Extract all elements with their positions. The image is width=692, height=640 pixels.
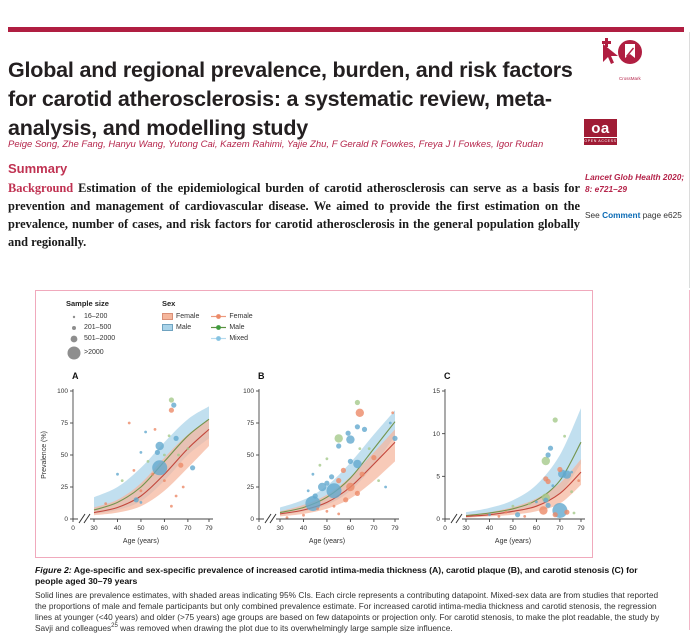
svg-text:100: 100: [243, 388, 254, 396]
data-point: [391, 411, 394, 414]
data-point: [343, 497, 348, 502]
data-point: [542, 457, 550, 465]
data-point: [155, 450, 160, 455]
legend-label: Female: [229, 313, 253, 320]
data-point: [182, 486, 185, 489]
svg-text:10: 10: [432, 430, 440, 438]
legend-label: >2000: [84, 349, 104, 356]
data-point: [190, 465, 195, 470]
data-point: [171, 403, 176, 408]
chart-panel-C: [409, 383, 593, 555]
data-point: [133, 469, 136, 472]
legend-item: [162, 311, 199, 322]
data-point: [168, 434, 171, 437]
data-point: [169, 408, 174, 413]
oa-logo-text: oa: [591, 120, 610, 137]
legend-item: [211, 322, 252, 333]
legend-item: [66, 311, 115, 322]
male-line-swatch-icon: [211, 324, 226, 331]
svg-text:50: 50: [323, 525, 331, 532]
see-comment-prefix: See: [585, 210, 603, 220]
data-point: [498, 515, 501, 518]
data-point: [356, 409, 364, 417]
chart-panel-B: [223, 383, 407, 555]
data-point: [563, 435, 566, 438]
header-rule: [8, 27, 684, 32]
data-point: [346, 435, 354, 443]
svg-text:60: 60: [532, 525, 541, 532]
figure-caption: [35, 565, 665, 634]
female-line-swatch-icon: [211, 313, 226, 320]
data-point: [156, 442, 164, 450]
figure-caption-body: [35, 590, 665, 634]
svg-text:79: 79: [205, 525, 213, 532]
open-access-badge: [584, 119, 617, 145]
data-point: [392, 436, 397, 441]
svg-text:30: 30: [90, 525, 98, 532]
data-point: [360, 472, 365, 477]
data-point: [177, 454, 180, 457]
svg-text:0: 0: [64, 516, 68, 524]
data-point: [178, 463, 183, 468]
data-point: [140, 501, 143, 504]
figure-2-panel: [35, 290, 593, 558]
data-point: [341, 468, 346, 473]
data-point: [384, 486, 387, 489]
data-point: [346, 431, 351, 436]
svg-text:30: 30: [276, 525, 284, 532]
data-point: [528, 502, 531, 505]
svg-text:0: 0: [257, 525, 261, 532]
chart-panel-A: [37, 383, 221, 555]
svg-text:15: 15: [432, 388, 440, 396]
data-point: [353, 460, 361, 468]
data-point: [546, 503, 551, 508]
data-point: [539, 506, 547, 514]
data-point: [362, 427, 367, 432]
data-point: [577, 479, 580, 482]
data-point: [151, 473, 154, 476]
svg-text:75: 75: [246, 420, 254, 428]
data-point: [515, 512, 520, 517]
data-point: [371, 455, 376, 460]
svg-text:0: 0: [71, 525, 75, 532]
oa-logo-subtext: OPEN ACCESS: [584, 139, 617, 143]
legend-item: [66, 344, 115, 361]
data-point: [337, 513, 340, 516]
data-point: [348, 459, 353, 464]
data-point: [174, 436, 179, 441]
data-point: [147, 460, 150, 463]
data-point: [170, 505, 173, 508]
data-point: [140, 451, 143, 454]
svg-text:60: 60: [160, 525, 169, 532]
data-point: [104, 502, 107, 505]
page-edge-line: [689, 32, 690, 288]
data-point: [377, 479, 380, 482]
legend-item: [211, 311, 252, 322]
data-point: [535, 501, 538, 504]
caption-text-post: was removed when drawing the plot due to its overwhelmingly large sample size influence.: [117, 622, 453, 633]
svg-text:70: 70: [184, 525, 192, 532]
data-point: [154, 428, 157, 431]
data-point: [523, 515, 526, 518]
svg-text:50: 50: [246, 452, 254, 460]
summary-heading: Summary: [8, 160, 68, 176]
data-point: [316, 507, 319, 510]
x-axis-label: Age (years): [122, 538, 160, 545]
panel-C-label: C: [444, 371, 451, 381]
svg-text:40: 40: [299, 525, 308, 532]
data-point: [175, 495, 178, 498]
sex-legend-fill-column: [162, 311, 199, 344]
data-point: [313, 493, 318, 498]
panel-A-label: A: [72, 371, 79, 381]
panel-B: [222, 369, 408, 557]
svg-text:70: 70: [556, 525, 564, 532]
journal-citation: Lancet Glob Health 2020; 8: e721–29: [585, 172, 685, 195]
sample-dot-medium-icon: [66, 323, 82, 333]
panel-B-label: B: [258, 371, 265, 381]
data-point: [355, 491, 360, 496]
x-axis-label: Age (years): [308, 538, 346, 545]
y-axis-label: Prevalence (%): [41, 431, 48, 479]
legend-label: 16–200: [84, 313, 108, 320]
data-point: [389, 422, 392, 425]
svg-text:60: 60: [346, 525, 355, 532]
data-point: [488, 513, 491, 516]
crossmark-label: CrossMark: [619, 76, 641, 81]
sex-legend-line-column: [211, 311, 252, 344]
sample-dot-xlarge-icon: [66, 345, 82, 361]
data-point: [140, 489, 143, 492]
background-label: Background: [8, 181, 74, 196]
sample-dot-large-icon: [66, 334, 82, 344]
figure-caption-title: [35, 565, 665, 588]
data-point: [355, 424, 360, 429]
crossmark-badge[interactable]: [597, 36, 649, 86]
data-point: [336, 443, 341, 448]
data-point: [505, 511, 508, 514]
ci-bands: [94, 406, 209, 515]
data-point: [346, 483, 354, 491]
data-point: [134, 497, 139, 502]
data-point: [121, 479, 124, 482]
data-point: [187, 447, 190, 450]
svg-text:0: 0: [250, 516, 254, 524]
comment-link[interactable]: Comment: [602, 210, 641, 220]
data-point: [546, 479, 551, 484]
page-title: Global and regional prevalence, burden, and risk factors for carotid atherosclerosis: a systematic review, meta-analysis, and modelling study: [8, 58, 573, 140]
caption-text-pre: Solid lines are prevalence estimates, with shaded areas indicating 95% CIs. Each circle represents a contributing datapoint. Mixed-sex data are from studies that reported the proportions of male and female participants but only combined prevalence estimate. For increased carotid intima-media thickness and carotid stenosis, the regression lines at younger (<40 years) and older (>75 years) age groups are based on few datapoints or projection only. For carotid stenosis, to make the plot readable, the study by Savji and colleagues: [35, 589, 660, 633]
chart-panels-row: [36, 369, 594, 557]
male-band-swatch-icon: [162, 324, 173, 331]
figure-caption-title-text: Age-specific and sex-specific prevalence of increased carotid intima-media thickness (A), carotid plaque (B), and carotid stenosis (C) for people aged 30–79 years: [35, 565, 638, 587]
see-comment-note: [585, 210, 687, 220]
svg-text:79: 79: [391, 525, 399, 532]
data-point: [368, 447, 371, 450]
data-point: [336, 478, 341, 483]
data-point: [152, 460, 167, 475]
svg-text:50: 50: [509, 525, 517, 532]
data-point: [564, 510, 569, 515]
svg-text:79: 79: [577, 525, 585, 532]
data-point: [144, 431, 147, 434]
svg-text:100: 100: [57, 388, 68, 396]
data-point: [553, 512, 558, 517]
data-point: [548, 446, 553, 451]
data-point: [128, 422, 131, 425]
data-point: [570, 490, 573, 493]
data-point: [116, 473, 119, 476]
data-point: [326, 510, 329, 513]
background-text: Estimation of the epidemiological burden of carotid atherosclerosis can serve as a basis for prevention and management of cardiovascular disease. We aimed to provide the first estimation on the prevalence, number of cases, and risk factors for carotid atherosclerosis in the general population globally and regionally.: [8, 181, 580, 250]
data-point: [543, 498, 548, 503]
data-point: [326, 457, 329, 460]
legend-item: [162, 322, 199, 333]
ci-bands: [280, 410, 395, 516]
legend-label: Mixed: [229, 335, 249, 342]
see-comment-page: page e625: [640, 210, 682, 220]
data-point: [312, 473, 315, 476]
data-point: [546, 452, 551, 457]
svg-text:50: 50: [60, 452, 68, 460]
legend-item: [211, 333, 252, 344]
data-point: [169, 397, 174, 402]
legend-label: Female: [176, 313, 200, 320]
data-point: [324, 481, 329, 486]
svg-text:40: 40: [485, 525, 494, 532]
data-point: [557, 467, 562, 472]
svg-text:25: 25: [60, 484, 68, 492]
legend-item: [66, 333, 115, 344]
female-band-swatch-icon: [162, 313, 173, 320]
data-point: [553, 417, 558, 422]
reference-superscript[interactable]: 25: [111, 622, 118, 629]
data-point: [319, 464, 322, 467]
svg-text:40: 40: [113, 525, 122, 532]
svg-text:0: 0: [443, 525, 447, 532]
author-list: Peige Song, Zhe Fang, Hanyu Wang, Yutong Cai, Kazem Rahimi, Yajie Zhu, F Gerald R Fowkes, Freya J I Fowkes, Igor Rudan: [8, 138, 544, 150]
legend-label: Male: [229, 324, 245, 331]
svg-text:50: 50: [137, 525, 145, 532]
sex-legend-title: Sex: [162, 299, 176, 308]
data-point: [307, 489, 310, 492]
data-point: [563, 470, 571, 478]
data-point: [163, 479, 166, 482]
data-point: [355, 400, 360, 405]
data-point: [302, 514, 305, 517]
legend-label: 201–500: [84, 324, 112, 331]
mixed-line-swatch-icon: [211, 335, 226, 342]
panel-A: [36, 369, 222, 557]
ci-bands: [466, 408, 581, 518]
data-point: [333, 505, 336, 508]
sample-size-legend: [66, 299, 115, 361]
legend-label: 501–2000: [84, 335, 116, 342]
svg-text:30: 30: [462, 525, 470, 532]
data-point: [329, 474, 334, 479]
data-point: [163, 454, 166, 457]
svg-text:70: 70: [370, 525, 378, 532]
figure-number-label: Figure 2:: [35, 565, 72, 575]
legend-item: [66, 322, 115, 333]
summary-background-paragraph: [8, 180, 580, 252]
page-edge-line-pink: [689, 290, 690, 630]
sample-dot-small-icon: [66, 312, 82, 322]
svg-text:0: 0: [436, 516, 440, 524]
svg-text:5: 5: [436, 473, 440, 481]
svg-text:25: 25: [246, 484, 254, 492]
legend-label: Male: [176, 324, 192, 331]
panel-C: [408, 369, 594, 557]
data-point: [551, 484, 554, 487]
svg-text:75: 75: [60, 420, 68, 428]
data-point: [335, 434, 343, 442]
data-point: [512, 505, 515, 508]
sex-legend: [162, 299, 253, 344]
x-axis-label: Age (years): [494, 538, 532, 545]
data-point: [570, 471, 573, 474]
sample-size-legend-title: Sample size: [66, 299, 109, 308]
data-point: [327, 483, 342, 498]
data-point: [358, 447, 361, 450]
data-point: [573, 512, 576, 515]
